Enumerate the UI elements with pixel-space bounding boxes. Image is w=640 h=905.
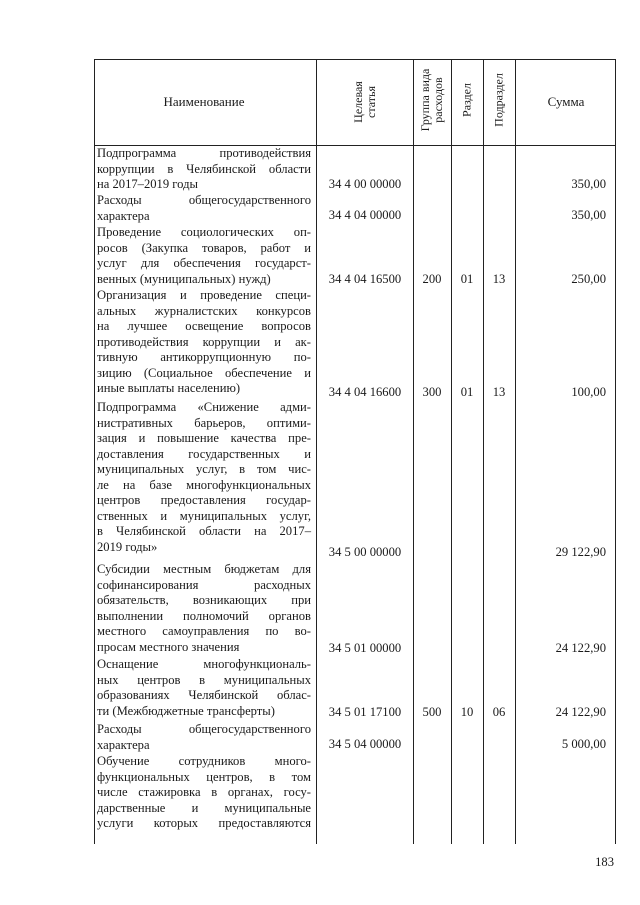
table-right-border [615,59,616,844]
expense-group: 200 [422,272,442,286]
table-row-description [97,193,311,224]
description-line: венных (муниципальных) нужд) [97,271,271,286]
description-line: образованиях Челябинской облас- [97,688,311,702]
amount: 350,00 [571,208,606,222]
amount: 350,00 [571,177,606,191]
section-code: 10 [460,705,474,719]
description-line: росов (Закупка товаров, работ и [97,240,311,255]
subsection-code: 06 [492,705,506,719]
description-line: ных центров в муниципальных [97,672,311,687]
expense-group: 500 [422,705,442,719]
header-target: Целевая статья [351,81,378,123]
column-divider-group [451,59,452,844]
column-divider-target [413,59,414,844]
description-line: местного самоуправления по во- [97,624,311,638]
description-line: Оснащение многофункциональ- [97,657,311,671]
description-line: услуги которых предоставляются [97,816,311,830]
header-sum: Сумма [547,94,585,109]
target-code: 34 4 00 00000 [328,177,402,191]
description-line: на лучшее освещение вопросов [97,319,311,333]
table-row-description [97,288,311,397]
description-line: выполнении полномочий органов [97,608,311,623]
amount: 24 122,90 [555,705,606,719]
description-line: коррупции в Челябинской области [97,161,311,176]
description-line: характера [97,737,150,752]
description-line: услуг для обеспечения государст- [97,256,311,270]
target-code: 34 4 04 00000 [328,208,402,222]
description-line: Расходы общегосударственного [97,193,311,207]
table-row-description [97,754,311,832]
description-line: зицию (Социальное обеспечение и [97,365,311,380]
header-group: Группа вида расходов [418,68,445,132]
description-line: обязательств, возникающих при [97,593,311,607]
description-line: Обучение сотрудников много- [97,754,311,768]
description-line: центров предоставления государ- [97,493,311,507]
description-line: иные выплаты населению) [97,381,241,395]
description-line: Подпрограмма «Снижение адми- [97,400,311,414]
description-line: ти (Межбюджетные трансферты) [97,703,275,718]
table-left-border [94,59,95,844]
table-row-description [97,657,311,719]
description-line: Организация и проведение специ- [97,288,311,302]
description-line: 2019 годы» [97,539,158,554]
section-code: 01 [460,272,474,286]
description-line: ственных и муниципальных услуг, [97,508,311,523]
amount: 100,00 [571,385,606,399]
description-line: противодействия коррупции и ак- [97,334,311,349]
header-section: Раздел [459,83,474,117]
column-divider-name [316,59,317,844]
description-line: нистративных барьеров, оптими- [97,415,311,430]
subsection-code: 13 [492,385,506,399]
expense-group: 300 [422,385,442,399]
table-top-border [94,59,616,60]
target-code: 34 5 00 00000 [328,545,402,559]
target-code: 34 4 04 16500 [328,272,402,286]
description-line: ле на базе многофункциональных [97,477,311,492]
column-divider-section [483,59,484,844]
section-code: 01 [460,385,474,399]
description-line: альных журналистских конкурсов [97,303,311,318]
target-code: 34 5 04 00000 [328,737,402,751]
description-line: тивную антикоррупционную по- [97,350,311,364]
description-line: софинансирования расходных [97,577,311,592]
description-line: доставления государственных и [97,446,311,461]
description-line: Расходы общегосударственного [97,722,311,736]
description-line: Субсидии местным бюджетам для [97,562,311,576]
amount: 5 000,00 [561,737,606,751]
table-row-description [97,225,311,287]
description-line: Проведение социологических оп- [97,225,311,239]
page-number: 183 [595,855,614,869]
amount: 29 122,90 [555,545,606,559]
amount: 250,00 [571,272,606,286]
subsection-code: 13 [492,272,506,286]
description-line: на 2017–2019 годы [97,177,198,191]
header-subsection: Подраздел [491,73,506,127]
description-line: в Челябинской области на 2017– [97,524,311,538]
description-line: муниципальных услуг, в том чис- [97,462,311,476]
description-line: функциональных центров, в том [97,769,311,784]
target-code: 34 5 01 17100 [328,705,402,719]
table-row-description [97,562,311,655]
header-name: Наименование [163,94,245,109]
description-line: зация и повышение качества пре- [97,431,311,445]
description-line: числе стажировка в органах, госу- [97,785,311,799]
table-row-description [97,400,311,555]
description-line: Подпрограмма противодействия [97,146,311,160]
target-code: 34 5 01 00000 [328,641,402,655]
target-code: 34 4 04 16600 [328,385,402,399]
table-row-description [97,722,311,753]
amount: 24 122,90 [555,641,606,655]
description-line: дарственные и муниципальные [97,800,311,815]
table-row-description [97,146,311,193]
description-line: просам местного значения [97,639,240,654]
description-line: характера [97,208,150,223]
